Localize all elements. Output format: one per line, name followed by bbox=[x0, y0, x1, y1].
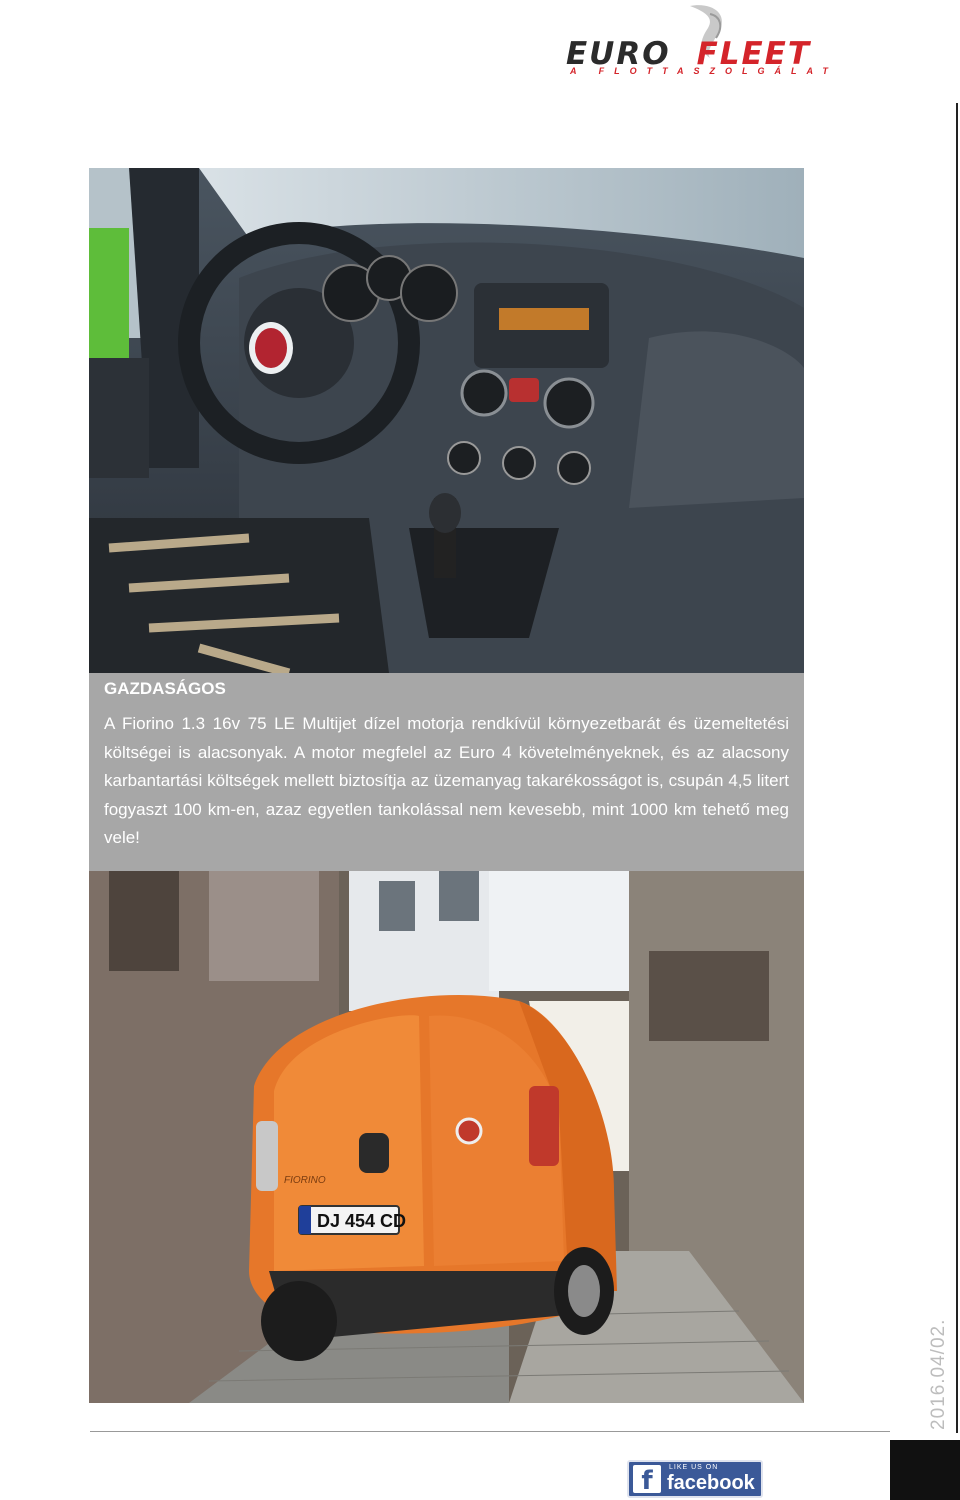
logo-word-fleet: FLEET bbox=[696, 36, 812, 72]
facebook-f-icon: f bbox=[633, 1465, 661, 1493]
footer-rule bbox=[90, 1431, 890, 1432]
interior-photo bbox=[89, 168, 804, 673]
van-badge-text: FIORINO bbox=[284, 1175, 326, 1186]
logo-tagline: A FLOTTASZOLGÁLAT bbox=[570, 66, 838, 76]
date-label: 2016.04/02. bbox=[928, 1318, 949, 1430]
eurofleet-logo bbox=[560, 0, 900, 84]
facebook-wordmark: facebook bbox=[667, 1472, 755, 1494]
van-photo bbox=[89, 871, 804, 1403]
logo-word-euro: EURO bbox=[566, 36, 671, 72]
facebook-like-label: LIKE US ON bbox=[669, 1464, 719, 1471]
facebook-like-badge[interactable] bbox=[627, 1460, 763, 1498]
corner-block bbox=[890, 1440, 960, 1500]
article-heading: GAZDASÁGOS bbox=[104, 679, 226, 698]
article-box bbox=[89, 673, 804, 871]
article-body: A Fiorino 1.3 16v 75 LE Multijet dízel motorja rendkívül környezetbarát és üzemeltetési költségei is alacsonyak. A motor megfelel az Euro 4 követelményeknek, és az alacsony karbantartási költségek mellett biztosítja az üzemanyag takarékosságot is, csupán 4,5 litert fogyaszt 100 km-en, azaz egyetlen tankolással nem kevesebb, mint 1000 km tehető meg vele! bbox=[104, 714, 789, 847]
right-border-line bbox=[956, 103, 958, 1433]
license-plate-text: DJ 454 CD bbox=[317, 1211, 407, 1231]
